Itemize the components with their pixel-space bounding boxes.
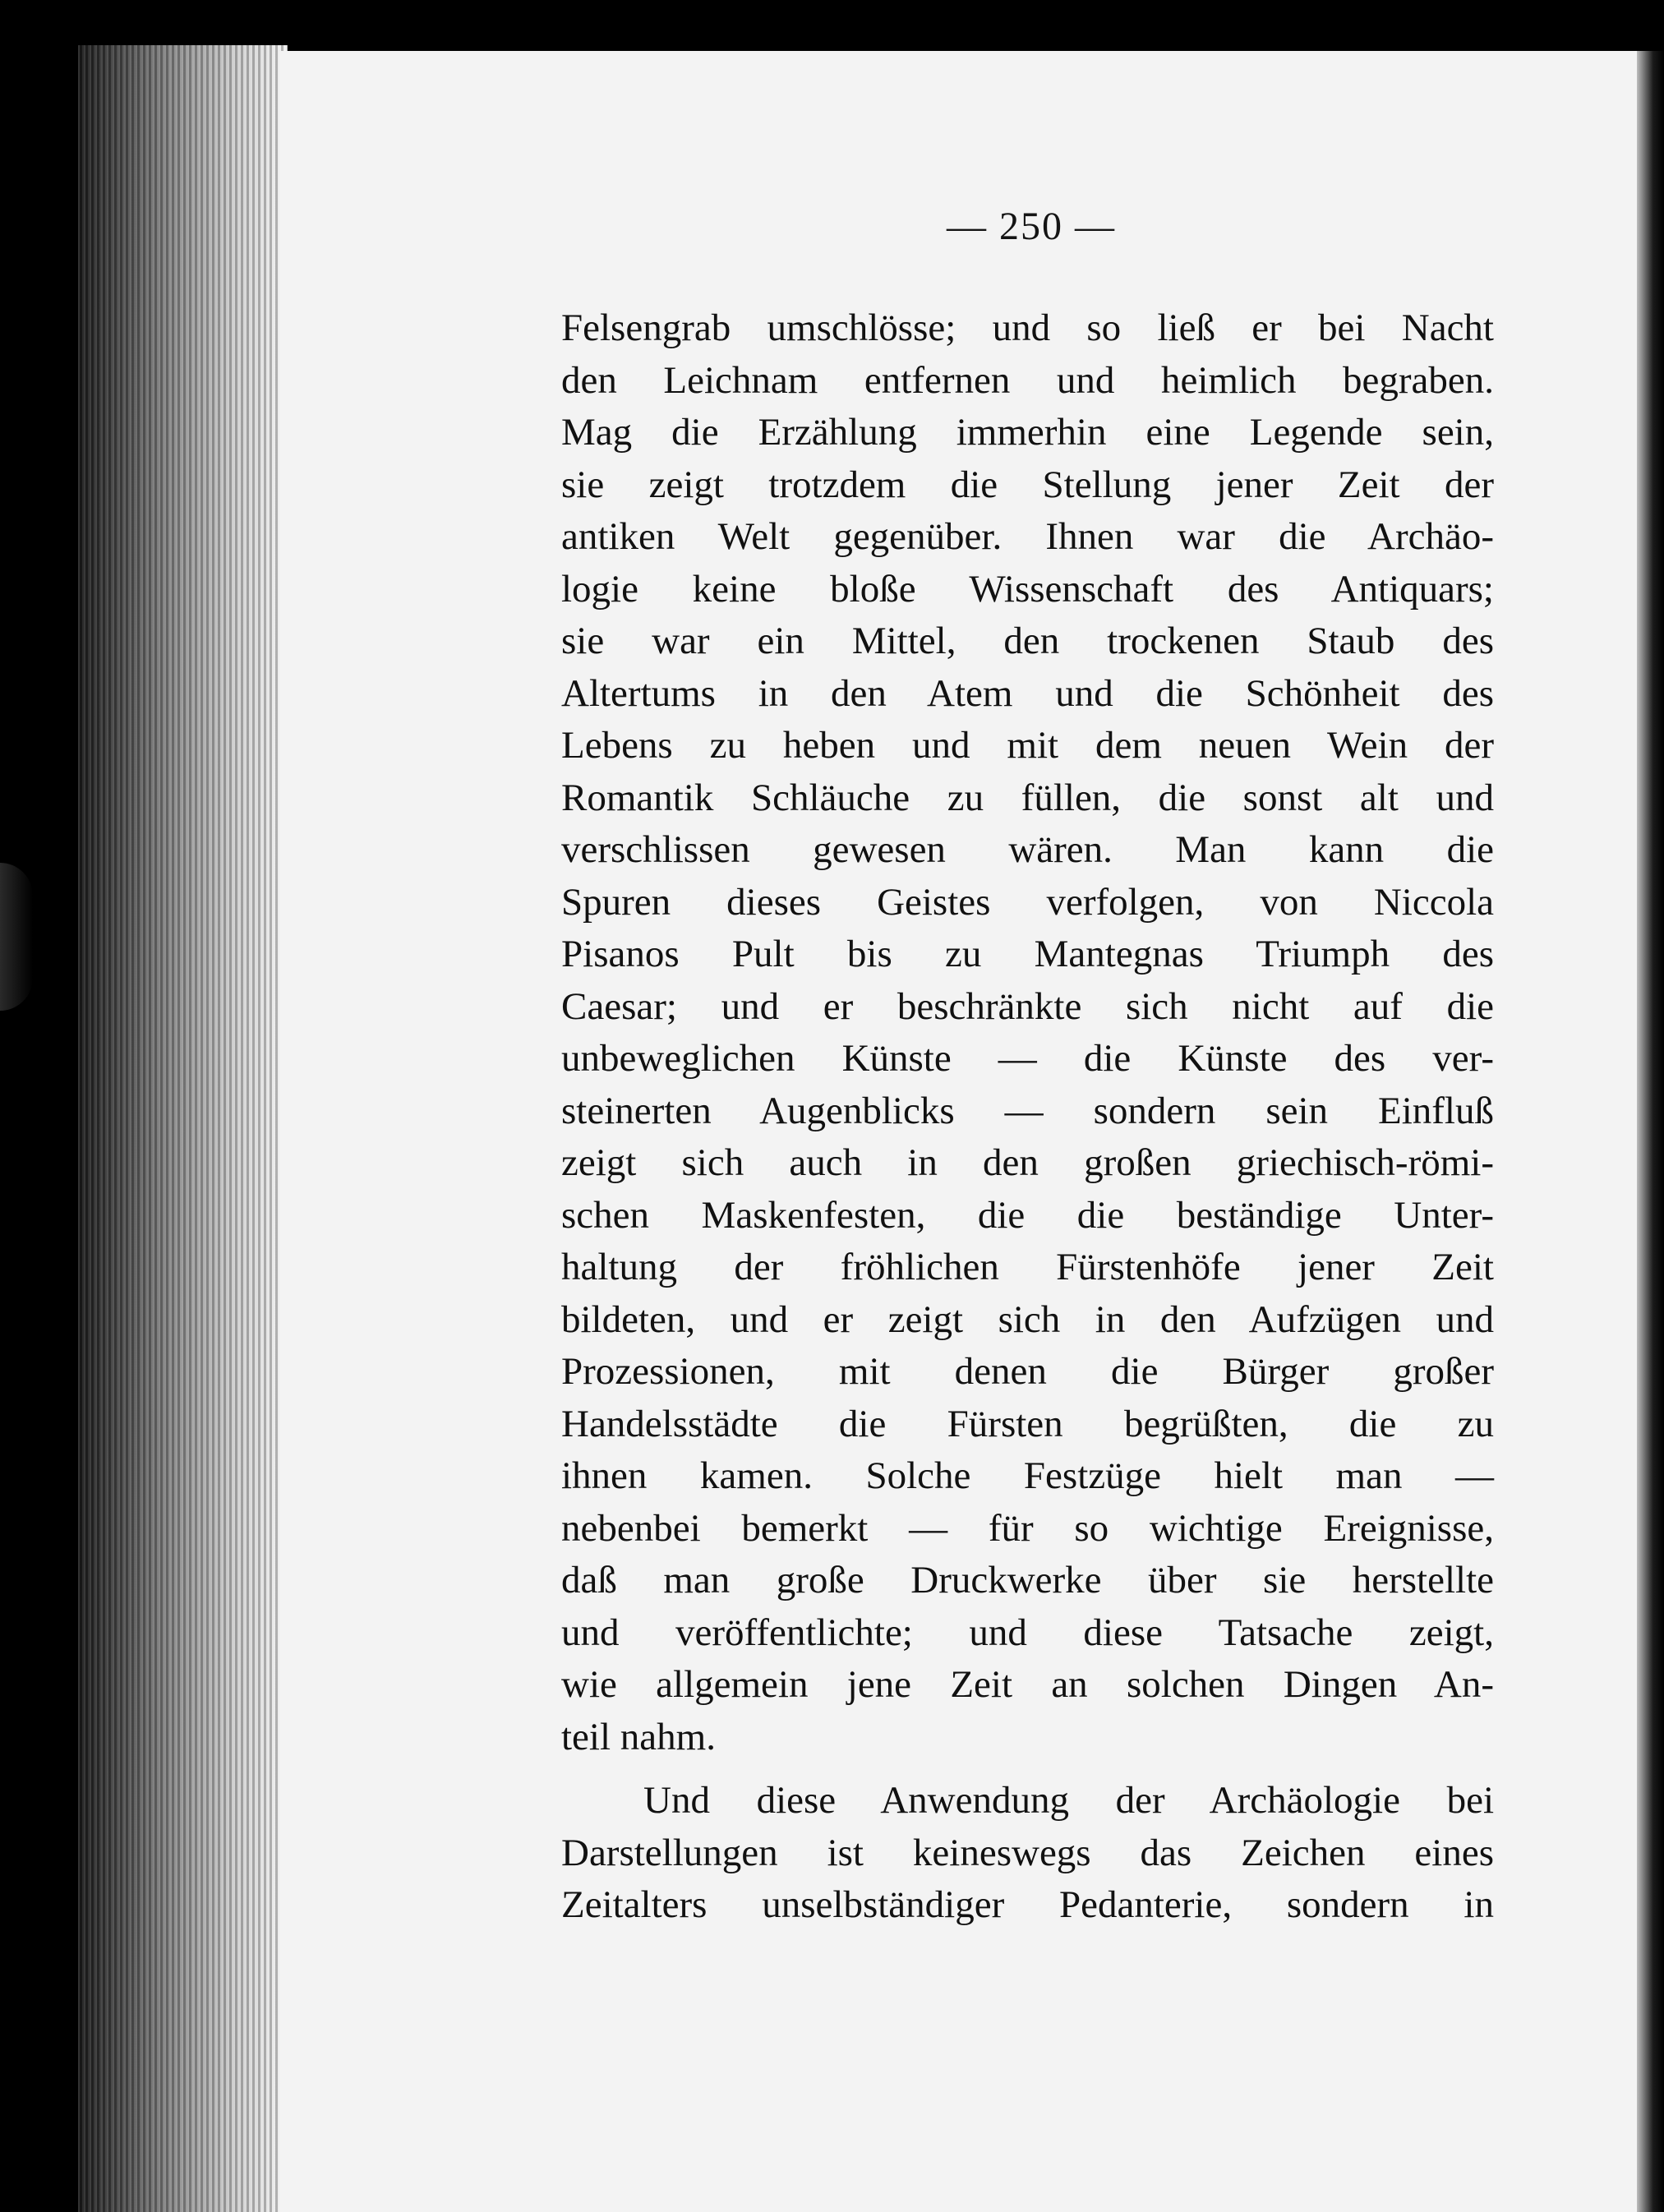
text-line: Zeitalters unselbständiger Pedanterie, sondern in	[561, 1883, 1494, 1926]
paragraph-2	[561, 1775, 1494, 1932]
text-line: Pisanos Pult bis zu Mantegnas Triumph des	[561, 933, 1494, 975]
paragraph-gap	[561, 1763, 1494, 1775]
body-text	[561, 302, 1494, 1932]
text-line: Altertums in den Atem und die Schönheit des	[561, 671, 1494, 715]
text-line: steinerten Augenblicks — sondern sein Einfluß	[561, 1089, 1494, 1132]
scan-left-shadow	[0, 863, 33, 1011]
text-line: haltung der fröhlichen Fürstenhöfe jener Zeit	[561, 1246, 1494, 1288]
text-line: wie allgemein jene Zeit an solchen Dingen An-	[561, 1663, 1494, 1706]
page-number: — 250 —	[947, 205, 1116, 248]
text-line: Mag die Erzählung immerhin eine Legende sein,	[561, 411, 1494, 454]
text-line: logie keine bloße Wissenschaft des Antiquars;	[561, 567, 1494, 611]
text-line: sie zeigt trotzdem die Stellung jener Zeit der	[561, 463, 1494, 506]
text-line: Romantik Schläuche zu füllen, die sonst alt und	[561, 776, 1494, 819]
text-line: und veröffentlichte; und diese Tatsache zeigt,	[561, 1611, 1494, 1654]
text-line: ihnen kamen. Solche Festzüge hielt man —	[561, 1454, 1494, 1497]
text-line: Felsengrab umschlösse; und so ließ er bei Nacht	[561, 306, 1494, 349]
text-line: Und diese Anwendung der Archäologie bei	[643, 1779, 1494, 1822]
text-line: daß man große Druckwerke über sie herstellte	[561, 1559, 1494, 1601]
text-line: den Leichnam entfernen und heimlich begraben.	[561, 358, 1494, 402]
paragraph-1	[561, 302, 1494, 1763]
book-page-edges	[78, 45, 288, 2212]
text-line: schen Maskenfesten, die die beständige Unter-	[561, 1193, 1494, 1237]
text-line: unbeweglichen Künste — die Künste des ver-	[561, 1037, 1494, 1080]
text-line: Caesar; und er beschränkte sich nicht auf die	[561, 984, 1494, 1028]
text-line: Lebens zu heben und mit dem neuen Wein der	[561, 724, 1494, 767]
text-line: nebenbei bemerkt — für so wichtige Ereignisse,	[561, 1506, 1494, 1550]
text-line: antiken Welt gegenüber. Ihnen war die Archäo-	[561, 515, 1494, 558]
text-line: Prozessionen, mit denen die Bürger großer	[561, 1350, 1494, 1393]
text-line: Darstellungen ist keineswegs das Zeichen eines	[561, 1831, 1494, 1874]
text-line: zeigt sich auch in den großen griechisch-römi-	[561, 1141, 1494, 1184]
text-line: bildeten, und er zeigt sich in den Aufzügen und	[561, 1297, 1494, 1341]
scan-top-border	[0, 0, 1664, 51]
text-line: sie war ein Mittel, den trockenen Staub des	[561, 620, 1494, 662]
page-right-edge	[1637, 51, 1664, 2212]
text-line: verschlissen gewesen wären. Man kann die	[561, 828, 1494, 871]
text-line: Spuren dieses Geistes verfolgen, von Niccola	[561, 880, 1494, 924]
text-line: teil nahm.	[561, 1715, 716, 1758]
text-line: Handelsstädte die Fürsten begrüßten, die zu	[561, 1402, 1494, 1445]
